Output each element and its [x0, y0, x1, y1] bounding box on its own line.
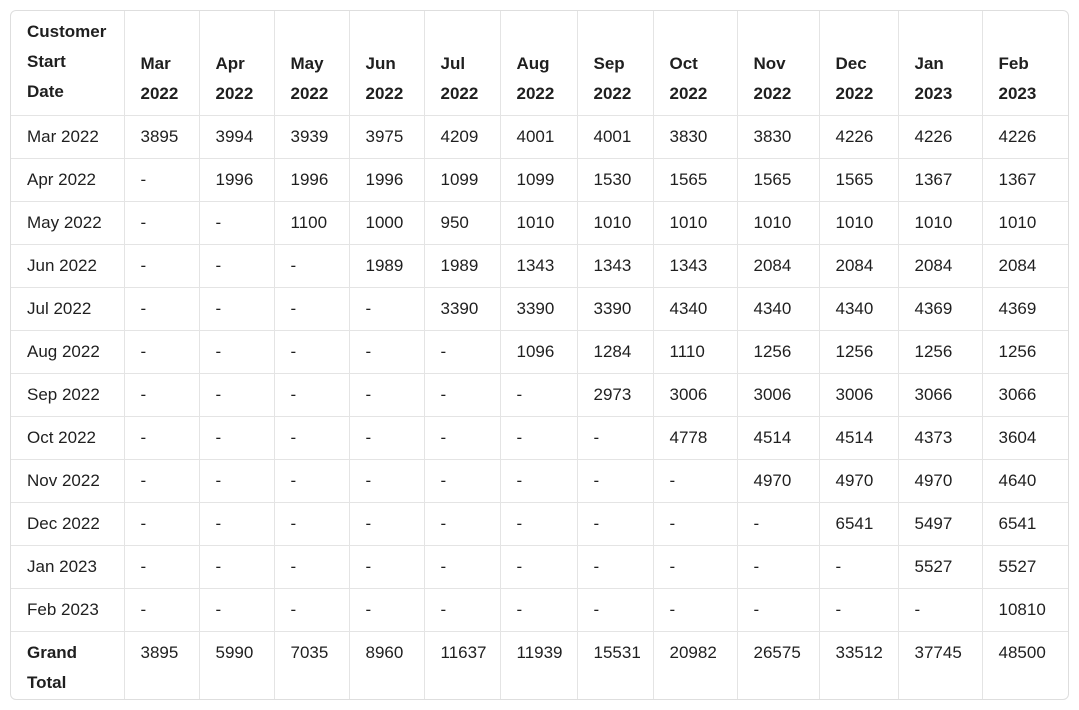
header-line: Date [27, 82, 64, 101]
header-month-name: Dec [835, 53, 867, 73]
table-cell: - [424, 502, 500, 545]
table-cell: 2084 [982, 244, 1068, 287]
table-cell: - [124, 158, 199, 201]
table-cell: 3006 [653, 373, 737, 416]
table-cell: - [199, 244, 274, 287]
table-cell: 4970 [898, 459, 982, 502]
table-cell: 3830 [737, 115, 819, 158]
grand-total-cell: 11939 [500, 631, 577, 700]
table-cell: 2084 [819, 244, 898, 287]
table-cell: 3390 [424, 287, 500, 330]
table-cell: 1110 [653, 330, 737, 373]
header-year: 2022 [290, 83, 329, 103]
table-cell: - [274, 287, 349, 330]
table-cell: 1284 [577, 330, 653, 373]
table-cell: 1010 [737, 201, 819, 244]
table-cell: - [577, 502, 653, 545]
header-year: 2022 [440, 83, 479, 103]
table-cell: - [500, 373, 577, 416]
header-year: 2022 [835, 83, 874, 103]
table-cell: - [577, 545, 653, 588]
table-cell: 1256 [737, 330, 819, 373]
table-row [11, 373, 1068, 416]
table-cell: 1530 [577, 158, 653, 201]
table-cell: - [199, 287, 274, 330]
table-cell: 3390 [577, 287, 653, 330]
table-cell: - [199, 330, 274, 373]
header-month-name: Aug [516, 53, 550, 73]
table-cell: 1256 [982, 330, 1068, 373]
row-label: Aug 2022 [11, 330, 124, 373]
table-cell: 3006 [819, 373, 898, 416]
table-cell: - [124, 416, 199, 459]
table-cell: 1010 [982, 201, 1068, 244]
table-cell: 4226 [982, 115, 1068, 158]
table-row [11, 545, 1068, 588]
table-cell: 2084 [898, 244, 982, 287]
grand-total-cell: 20982 [653, 631, 737, 700]
header-month [737, 11, 819, 115]
table-cell: - [274, 459, 349, 502]
header-row [11, 11, 1068, 115]
header-month [819, 11, 898, 115]
table-cell: - [274, 373, 349, 416]
table-cell: 4373 [898, 416, 982, 459]
table-cell: - [577, 588, 653, 631]
table-cell: - [199, 201, 274, 244]
table-cell: 3994 [199, 115, 274, 158]
table-cell: - [349, 588, 424, 631]
grand-total-cell: 3895 [124, 631, 199, 700]
header-year: 2022 [215, 83, 254, 103]
table-cell: - [737, 545, 819, 588]
table-cell: 6541 [819, 502, 898, 545]
header-month-name: Feb [998, 53, 1029, 73]
table-cell: - [124, 502, 199, 545]
table-cell: - [349, 502, 424, 545]
table-cell: 4340 [653, 287, 737, 330]
table-cell: 3066 [982, 373, 1068, 416]
table-cell: 4369 [898, 287, 982, 330]
table-cell: 3939 [274, 115, 349, 158]
table-body [11, 115, 1068, 700]
table-cell: 1343 [500, 244, 577, 287]
row-label: Dec 2022 [11, 502, 124, 545]
table-cell: 1099 [424, 158, 500, 201]
header-month-name: Jan [914, 53, 944, 73]
table-cell: - [349, 459, 424, 502]
header-line: Customer [27, 22, 107, 41]
table-cell: - [274, 416, 349, 459]
table-cell: - [124, 588, 199, 631]
header-year: 2023 [914, 83, 953, 103]
table-cell: - [349, 330, 424, 373]
table-cell: - [819, 545, 898, 588]
table-cell: 4514 [737, 416, 819, 459]
grand-total-cell: 8960 [349, 631, 424, 700]
table-cell: - [349, 287, 424, 330]
table-cell: - [349, 373, 424, 416]
table-cell: - [653, 545, 737, 588]
table-cell: - [500, 545, 577, 588]
table-cell: - [274, 588, 349, 631]
header-month-name: Jun [365, 53, 396, 73]
table-cell: 3975 [349, 115, 424, 158]
table-cell: - [274, 330, 349, 373]
table-cell: - [424, 545, 500, 588]
table-cell: 1010 [577, 201, 653, 244]
table-cell: 3895 [124, 115, 199, 158]
table-row [11, 115, 1068, 158]
cohort-table [11, 11, 1068, 700]
table-cell: - [199, 502, 274, 545]
table-cell: - [124, 545, 199, 588]
header-month [653, 11, 737, 115]
table-cell: - [737, 502, 819, 545]
header-month-name: Oct [669, 53, 698, 73]
table-cell: 4970 [819, 459, 898, 502]
table-cell: - [124, 330, 199, 373]
table-cell: - [424, 416, 500, 459]
table-cell: - [199, 588, 274, 631]
table-cell: - [653, 459, 737, 502]
header-month [424, 11, 500, 115]
table-cell: - [349, 545, 424, 588]
header-month [500, 11, 577, 115]
table-cell: 950 [424, 201, 500, 244]
table-cell: 1367 [982, 158, 1068, 201]
table-cell: - [577, 459, 653, 502]
row-label: Nov 2022 [11, 459, 124, 502]
table-cell: 1010 [819, 201, 898, 244]
table-cell: 3390 [500, 287, 577, 330]
grand-total-label-line: Total [27, 672, 67, 692]
header-month [199, 11, 274, 115]
table-cell: 1099 [500, 158, 577, 201]
header-year: 2022 [669, 83, 708, 103]
table-cell: 10810 [982, 588, 1068, 631]
table-cell: 4640 [982, 459, 1068, 502]
table-cell: 4209 [424, 115, 500, 158]
table-cell: - [274, 502, 349, 545]
table-cell: 5497 [898, 502, 982, 545]
cohort-table-container [10, 10, 1069, 700]
table-cell: 1000 [349, 201, 424, 244]
grand-total-cell: 26575 [737, 631, 819, 700]
table-cell: 3604 [982, 416, 1068, 459]
table-cell: 4226 [898, 115, 982, 158]
grand-total-label [11, 631, 124, 700]
table-cell: 1989 [424, 244, 500, 287]
row-label: Feb 2023 [11, 588, 124, 631]
table-cell: - [577, 416, 653, 459]
header-month-name: Sep [593, 53, 625, 73]
table-cell: - [349, 416, 424, 459]
header-month-name: Jul [440, 53, 466, 73]
row-label: Mar 2022 [11, 115, 124, 158]
header-month [274, 11, 349, 115]
header-month-name: Nov [753, 53, 786, 73]
grand-total-cell: 48500 [998, 642, 1046, 662]
table-cell: 4369 [982, 287, 1068, 330]
header-month-name: Apr [215, 53, 245, 73]
table-cell: 4514 [819, 416, 898, 459]
table-row [11, 416, 1068, 459]
table-cell: 4001 [500, 115, 577, 158]
table-cell: 1010 [898, 201, 982, 244]
header-year: 2022 [516, 83, 555, 103]
table-cell: - [500, 459, 577, 502]
header-month-name: Mar [140, 53, 171, 73]
table-cell: - [500, 416, 577, 459]
table-cell: 4226 [819, 115, 898, 158]
header-year: 2022 [365, 83, 404, 103]
row-label: Jan 2023 [11, 545, 124, 588]
grand-total-cell: 7035 [274, 631, 349, 700]
header-year: 2022 [593, 83, 632, 103]
header-month-name: May [290, 53, 324, 73]
table-cell: - [737, 588, 819, 631]
table-cell: 4340 [737, 287, 819, 330]
table-cell: - [124, 287, 199, 330]
grand-total-cell: 37745 [898, 631, 982, 700]
header-month [349, 11, 424, 115]
table-cell: - [424, 459, 500, 502]
table-row [11, 459, 1068, 502]
table-cell: 6541 [982, 502, 1068, 545]
table-cell: 3066 [898, 373, 982, 416]
table-cell: 4340 [819, 287, 898, 330]
header-year: 2022 [753, 83, 792, 103]
table-cell: 1256 [898, 330, 982, 373]
table-cell: 1343 [653, 244, 737, 287]
header-year: 2023 [998, 83, 1037, 103]
table-cell: 4778 [653, 416, 737, 459]
table-cell: - [124, 459, 199, 502]
table-cell: - [424, 373, 500, 416]
table-cell: - [898, 588, 982, 631]
header-customer-start-date [11, 11, 124, 115]
table-cell: 1343 [577, 244, 653, 287]
row-label: Apr 2022 [11, 158, 124, 201]
table-cell: 1367 [898, 158, 982, 201]
grand-total-cell: 5990 [199, 631, 274, 700]
table-cell: - [424, 330, 500, 373]
row-label: Sep 2022 [11, 373, 124, 416]
table-row [11, 244, 1068, 287]
grand-total-cell: 15531 [577, 631, 653, 700]
table-cell: - [274, 244, 349, 287]
table-cell: 2973 [577, 373, 653, 416]
row-label: Jun 2022 [11, 244, 124, 287]
table-cell: - [274, 545, 349, 588]
table-cell: 1996 [274, 158, 349, 201]
table-cell: 1100 [274, 201, 349, 244]
table-cell: - [124, 201, 199, 244]
row-label: Jul 2022 [11, 287, 124, 330]
table-cell: 2084 [737, 244, 819, 287]
table-cell: 1989 [349, 244, 424, 287]
header-month [982, 11, 1068, 115]
table-cell: 1096 [500, 330, 577, 373]
grand-total-cell: 11637 [424, 631, 500, 700]
table-cell: - [199, 545, 274, 588]
table-row [11, 201, 1068, 244]
table-cell: 1010 [500, 201, 577, 244]
table-cell: 4001 [577, 115, 653, 158]
table-cell: - [124, 244, 199, 287]
table-cell: - [653, 588, 737, 631]
table-cell: - [424, 588, 500, 631]
grand-total-label-line: Grand [27, 642, 78, 662]
table-cell: - [124, 373, 199, 416]
table-cell: 1996 [349, 158, 424, 201]
table-cell: 3006 [737, 373, 819, 416]
table-row [11, 330, 1068, 373]
table-cell: 5527 [898, 545, 982, 588]
header-month [124, 11, 199, 115]
header-line: Start [27, 52, 66, 71]
table-cell: 1565 [653, 158, 737, 201]
header-month [898, 11, 982, 115]
row-label: May 2022 [11, 201, 124, 244]
table-cell: - [653, 502, 737, 545]
table-cell: - [500, 588, 577, 631]
grand-total-row [11, 631, 1068, 700]
table-cell: 1565 [819, 158, 898, 201]
table-row [11, 158, 1068, 201]
table-cell: 1256 [819, 330, 898, 373]
table-cell: 1010 [653, 201, 737, 244]
table-row [11, 502, 1068, 545]
grand-total-cell: 33512 [819, 631, 898, 700]
row-label: Oct 2022 [11, 416, 124, 459]
table-row [11, 287, 1068, 330]
table-row [11, 588, 1068, 631]
header-month [577, 11, 653, 115]
table-cell: 3830 [653, 115, 737, 158]
table-cell: 1565 [737, 158, 819, 201]
table-cell: 5527 [982, 545, 1068, 588]
table-cell: - [199, 373, 274, 416]
table-cell: - [199, 459, 274, 502]
table-cell: 4970 [737, 459, 819, 502]
table-cell: - [819, 588, 898, 631]
table-cell: - [199, 416, 274, 459]
table-cell: - [500, 502, 577, 545]
header-year: 2022 [140, 83, 179, 103]
table-cell: 1996 [199, 158, 274, 201]
